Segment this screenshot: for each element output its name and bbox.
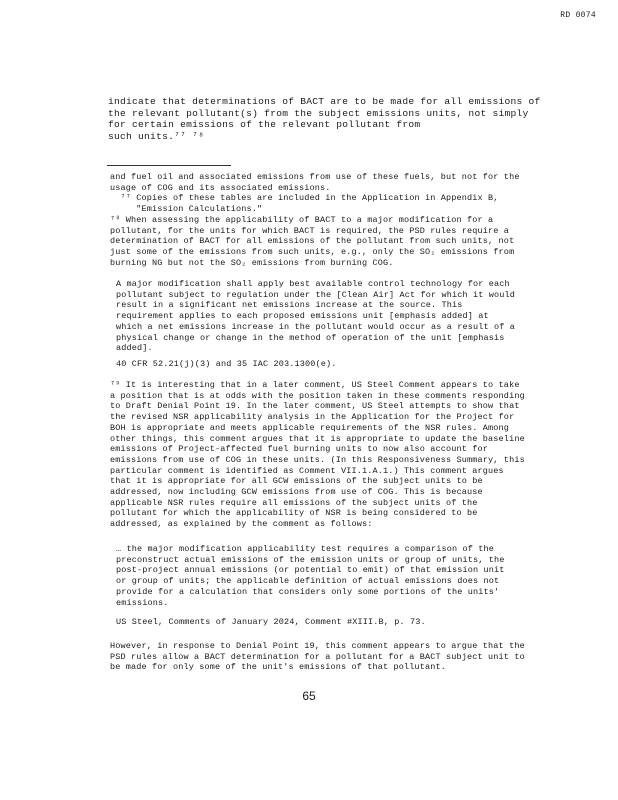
footnote-continuation: and fuel oil and associated emissions from use of these fuels, but not for the usage of COG and its associated emissions. ⁷⁷ Copies of these tables are included in the Application in Appendix B, "Emission Calculations." ⁷⁸ When assessing the applicability of BACT to a major modification for a pollutant, for the units for which BACT is required, the PSD rules require a determination of BACT for all emissions of the pollutant from such units, not just some of the emissions from such units, e.g., only the SO₂ emissions from burning NG but not the SO₂ emissions from burning COG. [110, 172, 520, 268]
footnote-separator [107, 165, 231, 166]
footnote-quote-us-steel: … the major modification applicability test requires a comparison of the preconstruct actual emissions of the emission units or group of units, the post-project annual emissions (or potential to emit) of that emission unit or group of units; the applicable definition of actual emissions does not provide for a calculation that considers only some portions of the units' emissions. [116, 544, 505, 608]
page-number: 65 [302, 689, 316, 703]
footnote-closing: However, in response to Denial Point 19, this comment appears to argue that the PSD rules allow a BACT determination for a pollutant for a BACT subject unit to be made for only some of the unit's emissions of that pollutant. [110, 641, 525, 673]
footnote-citation-us-steel: US Steel, Comments of January 2024, Comment #XIII.B, p. 73. [116, 617, 426, 627]
page-header-doc-id: RD 0074 [560, 11, 596, 20]
footnote-quote-regulation: A major modification shall apply best available control technology for each pollutant subject to regulation under the [Clean Air] Act for which it would result in a significant net emissions increase at the source. This requirement applies to each proposed emissions unit [emphasis added] at which a net emissions increase in the pollutant would occur as a result of a physical change or change in the method of operation of the unit [emphasis added]. [116, 279, 516, 354]
footnote-citation-cfr: 40 CFR 52.21(j)(3) and 35 IAC 203.1300(e). [116, 359, 337, 369]
main-paragraph: indicate that determinations of BACT are to be made for all emissions of the relevant pollutant(s) from the subject emissions units, not simply for certain emissions of the relevant pollutant from such units.⁷⁷ ⁷⁸ [108, 96, 541, 142]
footnote-79: ⁷⁹ It is interesting that in a later comment, US Steel Comment appears to take a position that is at odds with the position taken in these comments responding to Draft Denial Point 19. In the later comment, US Steel attempts to show that the revised NSR applicability analysis in the Application for the Project for BOH is appropriate and meets applicable requirements of the NSR rules. Among other things, this comment argues that it is appropriate to update the baseline emissions of Project-affected fuel burning units to now also account for emissions from use of COG in these units. (In this Responsiveness Summary, this particular comment is identified as Comment VII.1.A.1.) This comment argues that it is appropriate for all GCW emissions of the subject units to be addressed, now including GCW emissions from use of COG. This is because applicable NSR rules require all emissions of the subject units of the pollutant for which the applicability of NSR is being considered to be addressed, as explained by the comment as follows: [110, 380, 525, 530]
